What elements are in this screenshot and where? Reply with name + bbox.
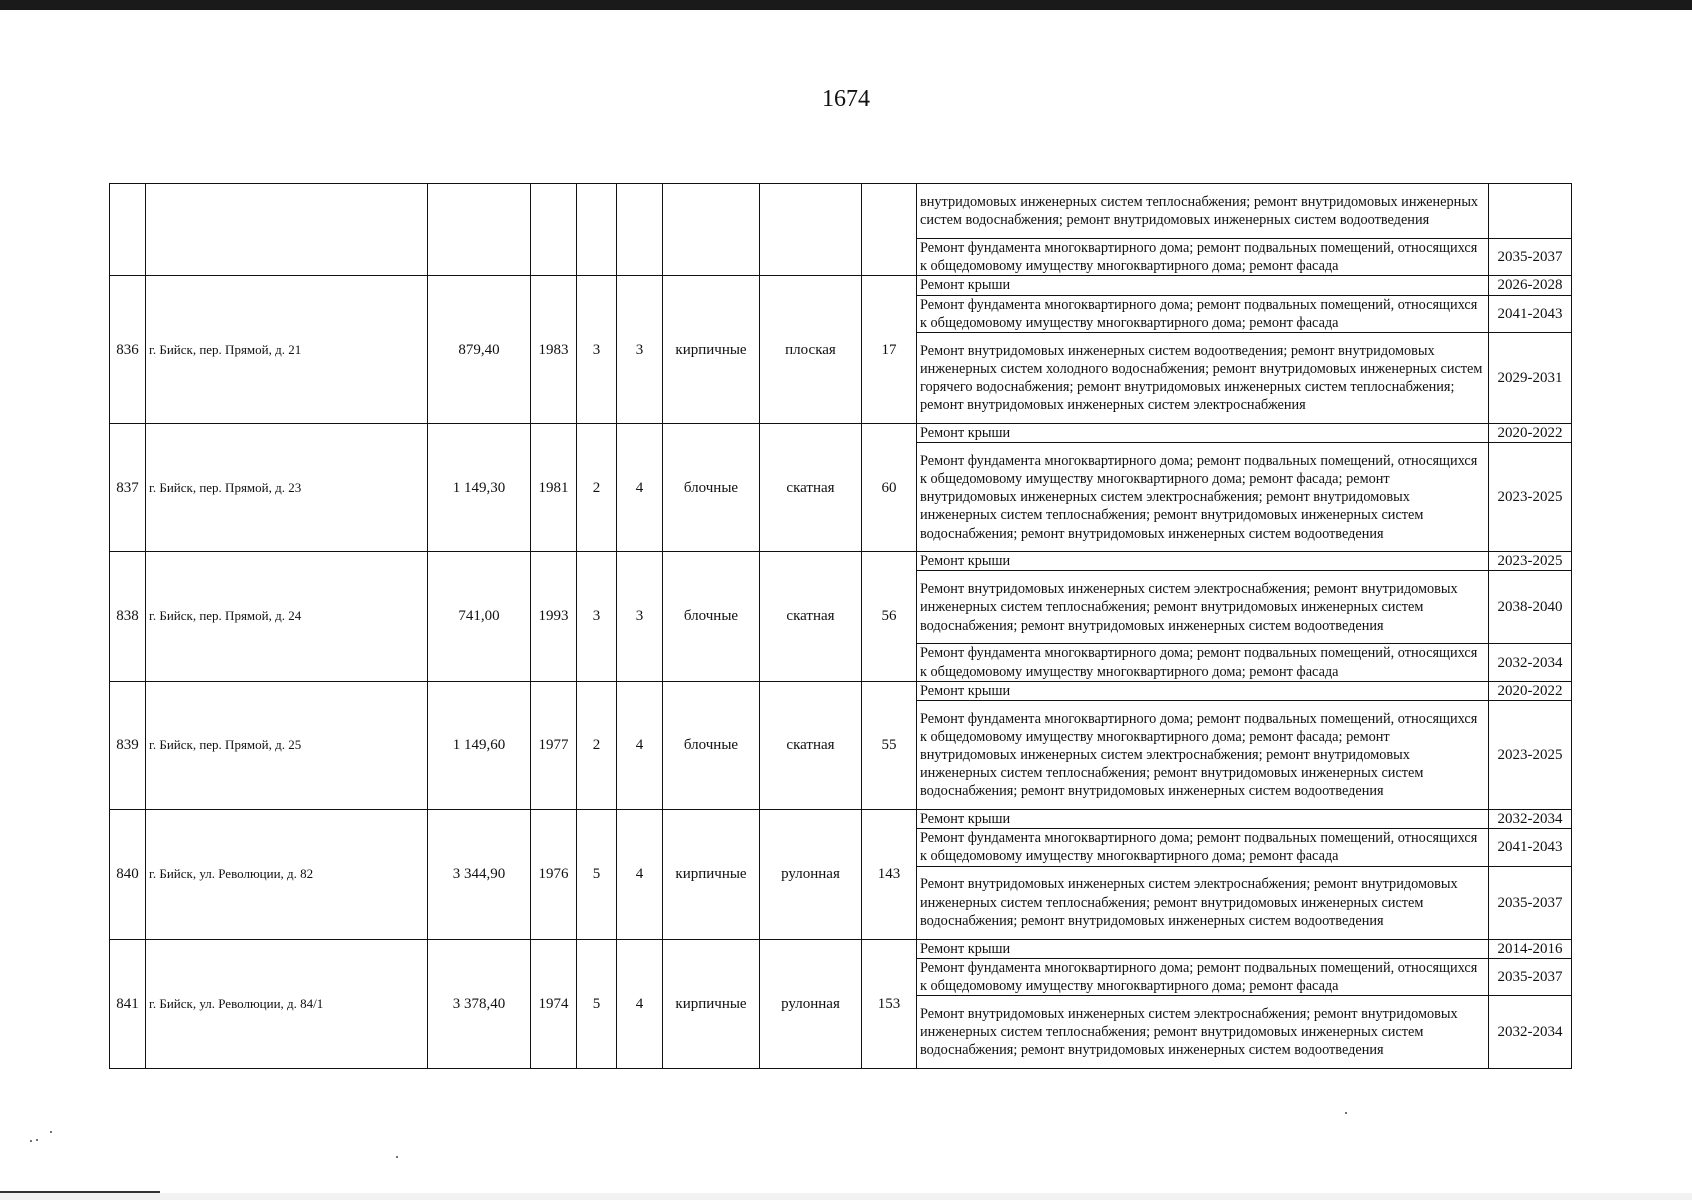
cell-flats	[862, 184, 917, 276]
cell-walls: блочные	[663, 424, 760, 552]
cell-roof: плоская	[760, 276, 862, 424]
cell-year: 1977	[531, 681, 577, 809]
cell-walls	[663, 184, 760, 276]
cell-period: 2026-2028	[1489, 276, 1572, 295]
cell-year: 1974	[531, 939, 577, 1069]
cell-work-type: Ремонт фундамента многоквартирного дома; ремонт подвальных помещений, относящихся к общедомовому имуществу многоквартирного дома; ремонт фасада	[917, 644, 1489, 681]
cell-period: 2032-2034	[1489, 810, 1572, 829]
cell-work-type: Ремонт крыши	[917, 681, 1489, 700]
cell-entrances: 4	[617, 681, 663, 809]
cell-entrances	[617, 184, 663, 276]
scan-top-edge	[0, 0, 1692, 10]
cell-floors: 2	[577, 681, 617, 809]
cell-number: 841	[110, 939, 146, 1069]
cell-year: 1993	[531, 552, 577, 682]
cell-entrances: 4	[617, 939, 663, 1069]
cell-work-type: внутридомовых инженерных систем теплоснабжения; ремонт внутридомовых инженерных систем водоснабжения; ремонт внутридомовых инженерных систем водоотведения	[917, 184, 1489, 239]
cell-period: 2023-2025	[1489, 701, 1572, 810]
cell-floors: 5	[577, 939, 617, 1069]
scan-speck	[1345, 1112, 1347, 1114]
cell-floors	[577, 184, 617, 276]
table-row	[110, 939, 1572, 958]
cell-work-type: Ремонт фундамента многоквартирного дома; ремонт подвальных помещений, относящихся к общедомовому имуществу многоквартирного дома; ремонт фасада; ремонт внутридомовых инженерных систем электроснабжения; ремонт внутридомовых инженерных систем теплоснабжения; ремонт внутридомовых инженерных систем водоснабжения; ремонт внутридомовых инженерных систем водоотведения	[917, 701, 1489, 810]
scan-speck	[30, 1140, 32, 1142]
cell-number: 838	[110, 552, 146, 682]
cell-year	[531, 184, 577, 276]
table-row	[110, 552, 1572, 571]
cell-walls: кирпичные	[663, 276, 760, 424]
cell-flats: 55	[862, 681, 917, 809]
cell-work-type: Ремонт фундамента многоквартирного дома; ремонт подвальных помещений, относящихся к общедомовому имуществу многоквартирного дома; ремонт фасада	[917, 958, 1489, 995]
cell-roof	[760, 184, 862, 276]
scan-speck	[36, 1139, 38, 1141]
cell-work-type: Ремонт крыши	[917, 552, 1489, 571]
table-row	[110, 276, 1572, 295]
cell-flats: 60	[862, 424, 917, 552]
cell-walls: кирпичные	[663, 810, 760, 940]
cell-address: г. Бийск, ул. Революции, д. 84/1	[146, 939, 428, 1069]
table-row	[110, 424, 1572, 443]
cell-roof: скатная	[760, 681, 862, 809]
cell-walls: кирпичные	[663, 939, 760, 1069]
cell-flats: 56	[862, 552, 917, 682]
cell-work-type: Ремонт крыши	[917, 810, 1489, 829]
cell-floors: 3	[577, 276, 617, 424]
cell-entrances: 3	[617, 552, 663, 682]
table-row	[110, 681, 1572, 700]
register-body	[110, 184, 1572, 1069]
cell-period: 2023-2025	[1489, 552, 1572, 571]
cell-roof: скатная	[760, 424, 862, 552]
cell-address: г. Бийск, пер. Прямой, д. 25	[146, 681, 428, 809]
cell-work-type: Ремонт внутридомовых инженерных систем электроснабжения; ремонт внутридомовых инженерных систем теплоснабжения; ремонт внутридомовых инженерных систем водоснабжения; ремонт внутридомовых инженерных систем водоотведения	[917, 866, 1489, 939]
cell-number	[110, 184, 146, 276]
cell-period: 2020-2022	[1489, 424, 1572, 443]
scan-bottom-edge	[0, 1193, 1692, 1200]
housing-repair-register-table	[109, 183, 1572, 1069]
cell-address: г. Бийск, пер. Прямой, д. 24	[146, 552, 428, 682]
cell-roof: скатная	[760, 552, 862, 682]
cell-period: 2035-2037	[1489, 239, 1572, 276]
cell-period: 2041-2043	[1489, 829, 1572, 866]
cell-address: г. Бийск, ул. Революции, д. 82	[146, 810, 428, 940]
cell-address: г. Бийск, пер. Прямой, д. 23	[146, 424, 428, 552]
cell-address	[146, 184, 428, 276]
table-row	[110, 184, 1572, 239]
cell-floors: 3	[577, 552, 617, 682]
cell-period: 2035-2037	[1489, 958, 1572, 995]
cell-period: 2014-2016	[1489, 939, 1572, 958]
cell-number: 837	[110, 424, 146, 552]
cell-entrances: 4	[617, 810, 663, 940]
cell-area: 3 344,90	[428, 810, 531, 940]
cell-roof: рулонная	[760, 810, 862, 940]
cell-year: 1976	[531, 810, 577, 940]
table-row	[110, 810, 1572, 829]
cell-period: 2035-2037	[1489, 866, 1572, 939]
cell-period: 2032-2034	[1489, 644, 1572, 681]
cell-year: 1981	[531, 424, 577, 552]
cell-flats: 143	[862, 810, 917, 940]
cell-period: 2020-2022	[1489, 681, 1572, 700]
cell-period: 2023-2025	[1489, 443, 1572, 552]
scan-speck	[50, 1131, 52, 1133]
cell-work-type: Ремонт фундамента многоквартирного дома; ремонт подвальных помещений, относящихся к общедомовому имуществу многоквартирного дома; ремонт фасада; ремонт внутридомовых инженерных систем электроснабжения; ремонт внутридомовых инженерных систем теплоснабжения; ремонт внутридомовых инженерных систем водоснабжения; ремонт внутридомовых инженерных систем водоотведения	[917, 443, 1489, 552]
cell-floors: 5	[577, 810, 617, 940]
cell-work-type: Ремонт фундамента многоквартирного дома; ремонт подвальных помещений, относящихся к общедомовому имуществу многоквартирного дома; ремонт фасада	[917, 829, 1489, 866]
cell-work-type: Ремонт крыши	[917, 276, 1489, 295]
cell-period: 2032-2034	[1489, 996, 1572, 1069]
cell-area: 3 378,40	[428, 939, 531, 1069]
cell-area: 879,40	[428, 276, 531, 424]
cell-area: 1 149,30	[428, 424, 531, 552]
cell-area	[428, 184, 531, 276]
cell-period: 2038-2040	[1489, 571, 1572, 644]
cell-walls: блочные	[663, 681, 760, 809]
cell-area: 1 149,60	[428, 681, 531, 809]
cell-work-type: Ремонт фундамента многоквартирного дома; ремонт подвальных помещений, относящихся к общедомовому имуществу многоквартирного дома; ремонт фасада	[917, 295, 1489, 332]
scan-speck	[396, 1156, 398, 1158]
cell-period: 2041-2043	[1489, 295, 1572, 332]
cell-walls: блочные	[663, 552, 760, 682]
cell-work-type: Ремонт внутридомовых инженерных систем электроснабжения; ремонт внутридомовых инженерных систем теплоснабжения; ремонт внутридомовых инженерных систем водоснабжения; ремонт внутридомовых инженерных систем водоотведения	[917, 996, 1489, 1069]
cell-floors: 2	[577, 424, 617, 552]
cell-number: 839	[110, 681, 146, 809]
cell-year: 1983	[531, 276, 577, 424]
cell-work-type: Ремонт крыши	[917, 939, 1489, 958]
cell-area: 741,00	[428, 552, 531, 682]
cell-number: 836	[110, 276, 146, 424]
cell-flats: 17	[862, 276, 917, 424]
cell-work-type: Ремонт внутридомовых инженерных систем водоотведения; ремонт внутридомовых инженерных систем холодного водоснабжения; ремонт внутридомовых инженерных систем горячего водоснабжения; ремонт внутридомовых инженерных систем теплоснабжения; ремонт внутридомовых инженерных систем электроснабжения	[917, 333, 1489, 424]
cell-address: г. Бийск, пер. Прямой, д. 21	[146, 276, 428, 424]
cell-period	[1489, 184, 1572, 239]
cell-period: 2029-2031	[1489, 333, 1572, 424]
cell-work-type: Ремонт внутридомовых инженерных систем электроснабжения; ремонт внутридомовых инженерных систем теплоснабжения; ремонт внутридомовых инженерных систем водоснабжения; ремонт внутридомовых инженерных систем водоотведения	[917, 571, 1489, 644]
cell-work-type: Ремонт фундамента многоквартирного дома; ремонт подвальных помещений, относящихся к общедомовому имуществу многоквартирного дома; ремонт фасада	[917, 239, 1489, 276]
cell-number: 840	[110, 810, 146, 940]
cell-flats: 153	[862, 939, 917, 1069]
cell-entrances: 4	[617, 424, 663, 552]
cell-roof: рулонная	[760, 939, 862, 1069]
cell-entrances: 3	[617, 276, 663, 424]
page-number: 1674	[822, 86, 870, 112]
cell-work-type: Ремонт крыши	[917, 424, 1489, 443]
